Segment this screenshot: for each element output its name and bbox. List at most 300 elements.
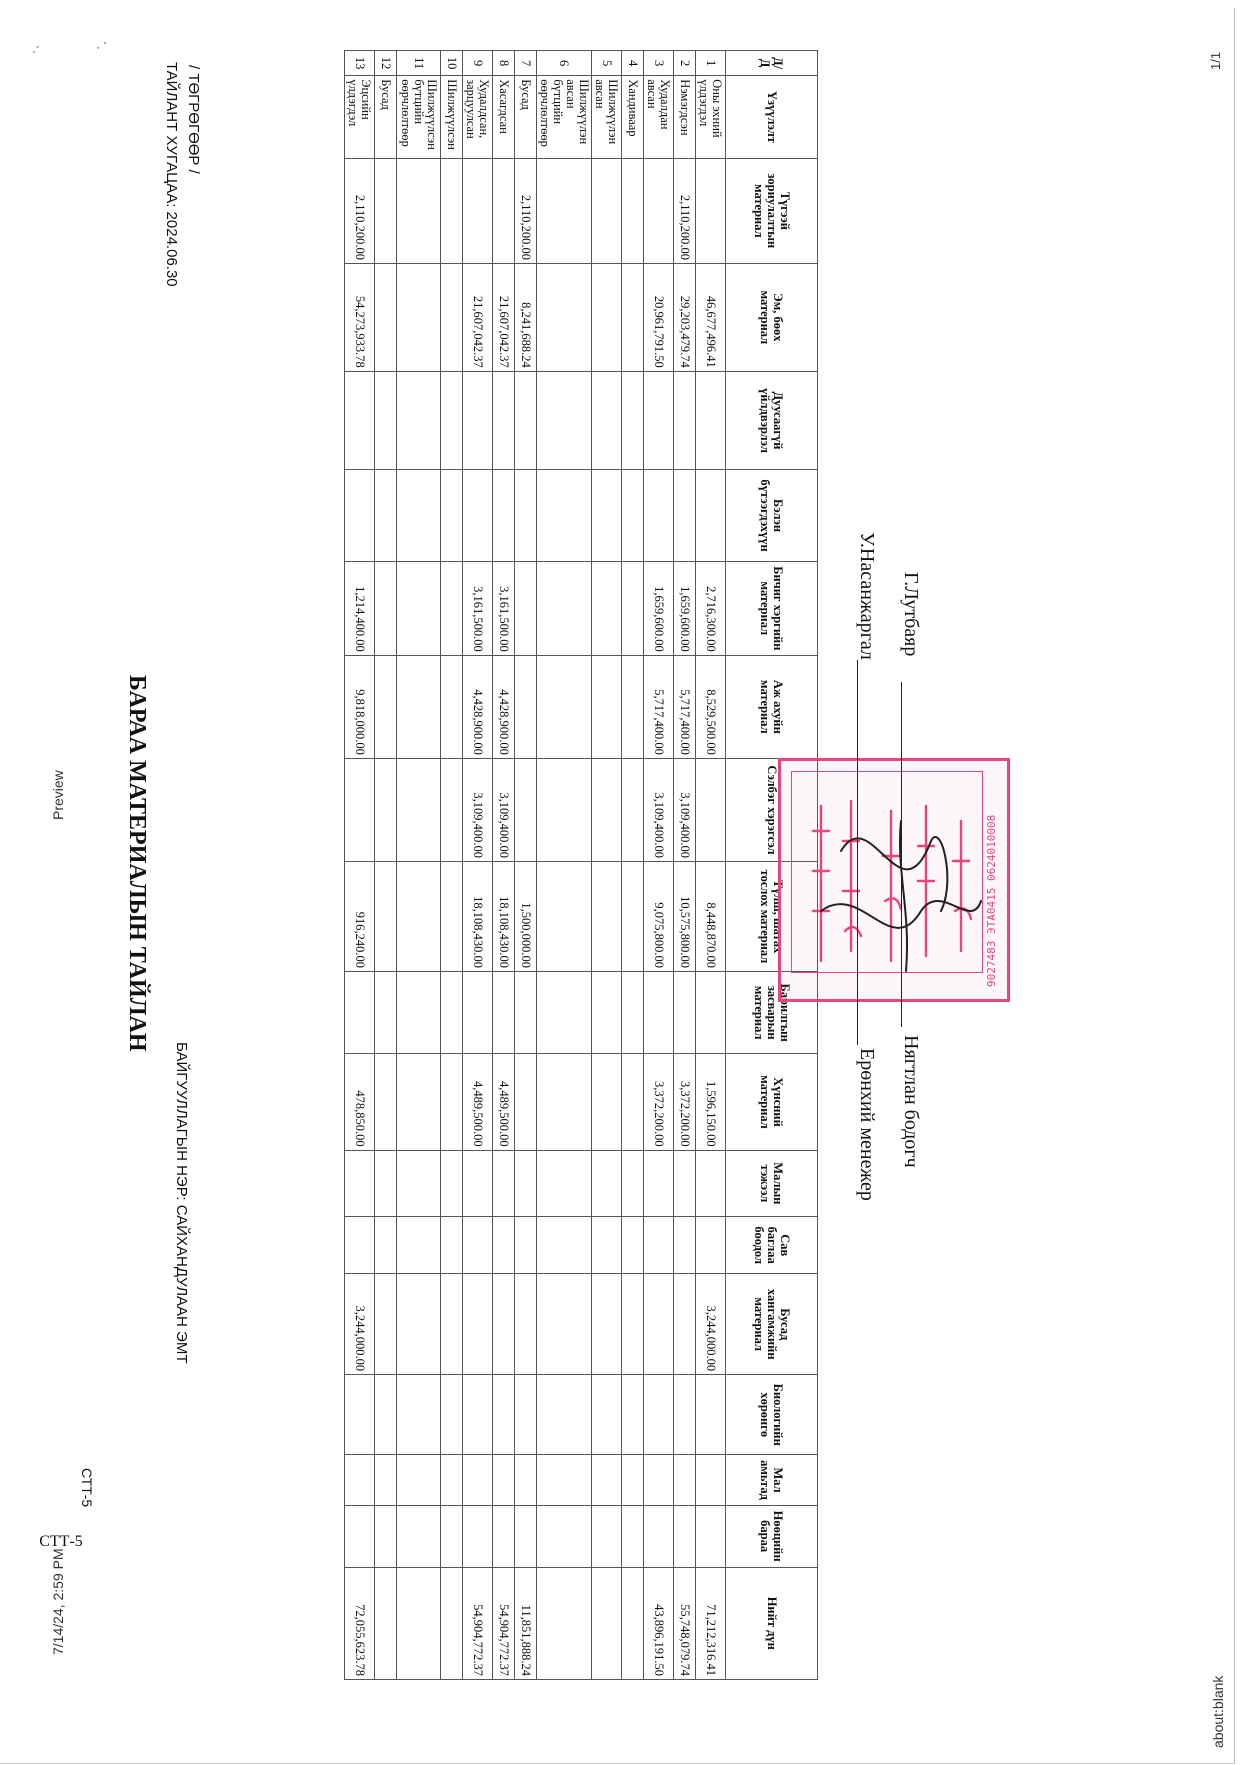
- table-cell: 8,529,500.00: [696, 655, 726, 758]
- table-cell: [696, 758, 726, 861]
- table-cell: [375, 861, 397, 971]
- table-cell: [696, 1455, 726, 1505]
- table-cell: [493, 371, 515, 470]
- col-header: Түлш, шатах тослох материал: [726, 861, 818, 971]
- row-label: Оны эхний үлдэгдэл: [696, 76, 726, 158]
- table-cell: 3,161,500.00: [463, 561, 493, 655]
- table-cell: [441, 158, 463, 263]
- table-cell: [592, 264, 622, 372]
- table-cell: [622, 1505, 644, 1567]
- table-cell: [515, 1274, 537, 1375]
- table-cell: [592, 1567, 622, 1679]
- table-cell: [375, 470, 397, 562]
- materials-table: [344, 50, 818, 1680]
- col-header: Мал амьтад: [726, 1455, 818, 1505]
- table-cell: 478,850.00: [345, 1054, 375, 1150]
- table-cell: [441, 1375, 463, 1455]
- row-number: 8: [493, 51, 515, 76]
- table-cell: [537, 1274, 592, 1375]
- table-cell: [375, 655, 397, 758]
- report-period: ТАЙЛАНТ ХУГАЦАА: 2024.06.30: [163, 62, 180, 287]
- table-cell: [644, 158, 674, 263]
- table-cell: [592, 655, 622, 758]
- col-header: Түгээй зориулалтын материал: [726, 158, 818, 263]
- table-cell: 18,108,430.00: [463, 861, 493, 971]
- col-header: Барилгын засварын материал: [726, 971, 818, 1053]
- organization-name: БАЙГУУЛЛАГЫН НЭР: САЙХАНДУЛААН ЭМТ: [173, 1042, 190, 1364]
- table-row: [375, 51, 397, 1680]
- table-row: [592, 51, 622, 1680]
- table-cell: 5,717,400.00: [644, 655, 674, 758]
- table-cell: [397, 971, 441, 1053]
- table-cell: 10,575,800.00: [674, 861, 696, 971]
- row-number: 7: [515, 51, 537, 76]
- accountant-label: Нягтлан бодогч: [900, 1035, 922, 1168]
- table-row: [345, 51, 375, 1680]
- table-cell: 55,748,079.74: [674, 1567, 696, 1679]
- table-cell: [515, 758, 537, 861]
- table-cell: [644, 1274, 674, 1375]
- row-number: 12: [375, 51, 397, 76]
- table-cell: [397, 861, 441, 971]
- table-cell: [441, 561, 463, 655]
- table-cell: 46,677,496.41: [696, 264, 726, 372]
- table-cell: 54,904,772.37: [493, 1567, 515, 1679]
- table-cell: [622, 158, 644, 263]
- print-url: about:blank: [1210, 1675, 1226, 1748]
- table-cell: [674, 371, 696, 470]
- table-cell: [397, 655, 441, 758]
- table-cell: [537, 371, 592, 470]
- col-header: Бичиг хэргийн материал: [726, 561, 818, 655]
- report-title: БАРАА МАТЕРИАЛЫН ТАЙЛАН: [124, 675, 150, 1052]
- table-cell: [537, 1455, 592, 1505]
- table-cell: [644, 1375, 674, 1455]
- table-cell: 21,607,042.37: [463, 264, 493, 372]
- table-cell: [345, 1505, 375, 1567]
- table-cell: 9,075,800.00: [644, 861, 674, 971]
- table-cell: [592, 1274, 622, 1375]
- mongolian-script-seal: [781, 761, 1007, 999]
- table-cell: [622, 1567, 644, 1679]
- table-cell: [397, 371, 441, 470]
- form-code: СТТ-5: [39, 1532, 83, 1550]
- table-cell: [515, 1455, 537, 1505]
- table-cell: [537, 264, 592, 372]
- table-cell: [441, 1054, 463, 1150]
- table-cell: [515, 1150, 537, 1216]
- table-cell: [515, 1505, 537, 1567]
- table-cell: [674, 1150, 696, 1216]
- table-cell: [622, 371, 644, 470]
- table-cell: [375, 1567, 397, 1679]
- table-cell: [375, 971, 397, 1053]
- table-cell: [375, 1274, 397, 1375]
- table-cell: [622, 1217, 644, 1274]
- table-cell: [375, 1375, 397, 1455]
- table-cell: [441, 1217, 463, 1274]
- table-cell: 9,818,000.00: [345, 655, 375, 758]
- table-cell: [622, 1274, 644, 1375]
- table-cell: 1,659,600.00: [674, 561, 696, 655]
- col-header: Аж ахуйн материал: [726, 655, 818, 758]
- table-cell: [622, 655, 644, 758]
- row-label: Шилжүүлэн авсан: [592, 76, 622, 158]
- table-cell: [622, 1150, 644, 1216]
- table-cell: [644, 1150, 674, 1216]
- table-cell: [592, 1455, 622, 1505]
- col-header: Малын тэжээл: [726, 1150, 818, 1216]
- table-cell: [644, 971, 674, 1053]
- table-cell: [515, 655, 537, 758]
- table-cell: 916,240.00: [345, 861, 375, 971]
- manager-signature-line: [857, 660, 858, 1045]
- table-row: [537, 51, 592, 1680]
- table-cell: 3,109,400.00: [493, 758, 515, 861]
- table-cell: [493, 1455, 515, 1505]
- table-cell: [622, 561, 644, 655]
- table-cell: [622, 264, 644, 372]
- table-cell: [537, 971, 592, 1053]
- table-row: [441, 51, 463, 1680]
- table-cell: [375, 1455, 397, 1505]
- table-cell: [674, 1505, 696, 1567]
- table-cell: [622, 861, 644, 971]
- col-header: Эм, бөөх материал: [726, 264, 818, 372]
- table-cell: [537, 1150, 592, 1216]
- col-header: Үзүүлэлт: [726, 76, 818, 158]
- table-cell: 3,372,200.00: [644, 1054, 674, 1150]
- row-number: 2: [674, 51, 696, 76]
- table-row: [515, 51, 537, 1680]
- table-cell: 3,109,400.00: [674, 758, 696, 861]
- table-cell: [441, 1274, 463, 1375]
- table-cell: 3,109,400.00: [644, 758, 674, 861]
- table-cell: 4,489,500.00: [463, 1054, 493, 1150]
- table-cell: [345, 1375, 375, 1455]
- scan-mark: ·´: [32, 44, 40, 58]
- table-cell: [441, 1567, 463, 1679]
- row-label: Шилжүүлэн авсан бүтцийн өөрчлөлтөөр: [537, 76, 592, 158]
- table-cell: [463, 1217, 493, 1274]
- table-row: [674, 51, 696, 1680]
- table-cell: [345, 1150, 375, 1216]
- row-label: Шилжүүлсэн: [441, 76, 463, 158]
- table-cell: [375, 1150, 397, 1216]
- table-cell: 72,055,623.78: [345, 1567, 375, 1679]
- table-cell: [397, 470, 441, 562]
- table-cell: 11,851,888.24: [515, 1567, 537, 1679]
- table-cell: [537, 1054, 592, 1150]
- table-cell: [441, 371, 463, 470]
- table-cell: 3,244,000.00: [345, 1274, 375, 1375]
- row-label: Шилжүүлсэн бүтцийн өөрчлөлтөөр: [397, 76, 441, 158]
- table-cell: [592, 470, 622, 562]
- table-cell: [696, 1217, 726, 1274]
- col-header: Хүнсний материал: [726, 1054, 818, 1150]
- table-row: [493, 51, 515, 1680]
- table-cell: [696, 371, 726, 470]
- table-cell: 2,110,200.00: [674, 158, 696, 263]
- table-cell: [592, 971, 622, 1053]
- table-cell: [592, 758, 622, 861]
- table-cell: [345, 758, 375, 861]
- row-label: Нэмэгдсэн: [674, 76, 696, 158]
- table-cell: [537, 655, 592, 758]
- table-cell: [515, 561, 537, 655]
- row-number: 11: [397, 51, 441, 76]
- table-cell: [537, 861, 592, 971]
- table-cell: 4,489,500.00: [493, 1054, 515, 1150]
- table-cell: 1,500,000.00: [515, 861, 537, 971]
- table-cell: [397, 561, 441, 655]
- table-cell: 54,904,772.37: [463, 1567, 493, 1679]
- table-cell: [493, 1375, 515, 1455]
- table-cell: [622, 1054, 644, 1150]
- table-cell: [592, 1150, 622, 1216]
- table-cell: [622, 1455, 644, 1505]
- table-cell: [644, 1505, 674, 1567]
- table-cell: [463, 371, 493, 470]
- table-cell: [515, 971, 537, 1053]
- table-cell: [397, 1150, 441, 1216]
- table-cell: [463, 1150, 493, 1216]
- table-cell: 29,203,479.74: [674, 264, 696, 372]
- row-label: Бусад: [375, 76, 397, 158]
- table-cell: [537, 158, 592, 263]
- table-cell: 1,214,400.00: [345, 561, 375, 655]
- table-cell: 2,110,200.00: [345, 158, 375, 263]
- accountant-signature-line: [901, 682, 902, 1027]
- table-cell: [375, 371, 397, 470]
- table-cell: [345, 971, 375, 1053]
- table-cell: [674, 1274, 696, 1375]
- table-cell: [397, 1054, 441, 1150]
- table-cell: 2,110,200.00: [515, 158, 537, 263]
- row-label: Эцсийн үлдэгдэл: [345, 76, 375, 158]
- table-cell: [441, 1505, 463, 1567]
- table-cell: 3,372,200.00: [674, 1054, 696, 1150]
- table-cell: [397, 1375, 441, 1455]
- table-cell: [622, 470, 644, 562]
- table-cell: 3,161,500.00: [493, 561, 515, 655]
- table-cell: 4,428,900.00: [463, 655, 493, 758]
- table-cell: [537, 1375, 592, 1455]
- table-cell: [515, 1375, 537, 1455]
- col-header: Д/Д: [726, 51, 818, 76]
- table-cell: [375, 158, 397, 263]
- table-cell: [592, 158, 622, 263]
- row-number: 5: [592, 51, 622, 76]
- row-number: 6: [537, 51, 592, 76]
- table-cell: 21,607,042.37: [493, 264, 515, 372]
- col-header: Нийт дүн: [726, 1567, 818, 1679]
- print-page-counter: 1/1: [1208, 51, 1223, 70]
- table-cell: [463, 158, 493, 263]
- table-cell: 8,241,688.24: [515, 264, 537, 372]
- table-cell: [375, 758, 397, 861]
- table-cell: [622, 758, 644, 861]
- table-cell: [592, 1505, 622, 1567]
- table-cell: [696, 1150, 726, 1216]
- table-cell: [441, 861, 463, 971]
- col-header: Дуусаагүй үйлдвэрлэл: [726, 371, 818, 470]
- form-code-label: СТТ-5: [79, 1468, 95, 1508]
- table-cell: 1,659,600.00: [644, 561, 674, 655]
- table-cell: [592, 861, 622, 971]
- table-cell: [375, 1054, 397, 1150]
- table-cell: [696, 971, 726, 1053]
- table-cell: [375, 1505, 397, 1567]
- table-cell: [397, 758, 441, 861]
- row-number: 9: [463, 51, 493, 76]
- table-cell: 4,428,900.00: [493, 655, 515, 758]
- table-cell: [674, 470, 696, 562]
- table-cell: [441, 1455, 463, 1505]
- table-cell: [592, 1375, 622, 1455]
- col-header: Бусад хангамжийн материал: [726, 1274, 818, 1375]
- table-cell: [515, 1217, 537, 1274]
- table-cell: [493, 470, 515, 562]
- row-number: 4: [622, 51, 644, 76]
- table-cell: [493, 1505, 515, 1567]
- table-cell: [345, 1217, 375, 1274]
- table-cell: [537, 758, 592, 861]
- table-cell: [537, 1567, 592, 1679]
- table-cell: [674, 1375, 696, 1455]
- table-cell: [441, 655, 463, 758]
- col-header: Сав баглаа боодол: [726, 1217, 818, 1274]
- table-cell: [622, 1375, 644, 1455]
- table-cell: [515, 371, 537, 470]
- table-cell: [375, 264, 397, 372]
- accountant-name: Г.Лутбаяр: [900, 572, 922, 657]
- table-cell: [441, 971, 463, 1053]
- table-cell: [537, 561, 592, 655]
- table-row: [622, 51, 644, 1680]
- table-cell: [644, 371, 674, 470]
- row-label: Худалдсан, зарцуулсан: [463, 76, 493, 158]
- scan-mark: · ´: [96, 40, 108, 54]
- table-cell: 18,108,430.00: [493, 861, 515, 971]
- table-cell: 43,896,191.50: [644, 1567, 674, 1679]
- table-cell: [537, 470, 592, 562]
- row-label: Худалдан авсан: [644, 76, 674, 158]
- row-number: 3: [644, 51, 674, 76]
- table-cell: 2,716,300.00: [696, 561, 726, 655]
- table-cell: 5,717,400.00: [674, 655, 696, 758]
- table-cell: [463, 1505, 493, 1567]
- print-app-name: Preview: [50, 770, 66, 820]
- table-cell: [696, 158, 726, 263]
- table-cell: [592, 1054, 622, 1150]
- table-cell: 71,212,316.41: [696, 1567, 726, 1679]
- col-header: Биологийн хөрөнгө: [726, 1375, 818, 1455]
- table-cell: 3,109,400.00: [463, 758, 493, 861]
- table-cell: [345, 1455, 375, 1505]
- table-cell: [493, 158, 515, 263]
- table-cell: [592, 561, 622, 655]
- table-cell: [493, 1217, 515, 1274]
- table-cell: [397, 158, 441, 263]
- table-cell: [345, 470, 375, 562]
- table-cell: [493, 971, 515, 1053]
- table-cell: [515, 1054, 537, 1150]
- table-cell: 3,244,000.00: [696, 1274, 726, 1375]
- table-cell: [463, 470, 493, 562]
- table-cell: [674, 1217, 696, 1274]
- table-cell: [644, 1217, 674, 1274]
- row-number: 1: [696, 51, 726, 76]
- table-cell: [674, 1455, 696, 1505]
- report-unit: / ТӨГРӨГӨӨР /: [185, 65, 202, 174]
- table-cell: [622, 971, 644, 1053]
- table-cell: [515, 470, 537, 562]
- table-cell: [397, 1505, 441, 1567]
- table-cell: 20,961,791.50: [644, 264, 674, 372]
- table-cell: [674, 971, 696, 1053]
- table-cell: [441, 1150, 463, 1216]
- table-row: [397, 51, 441, 1680]
- table-cell: [441, 264, 463, 372]
- official-stamp: [778, 758, 1010, 1002]
- table-cell: [696, 1375, 726, 1455]
- table-cell: [397, 1455, 441, 1505]
- table-cell: [644, 1455, 674, 1505]
- row-label: Хандиваар: [622, 76, 644, 158]
- table-cell: [463, 971, 493, 1053]
- table-cell: [537, 1505, 592, 1567]
- table-cell: [441, 758, 463, 861]
- col-header: Сэлбэг хэрэгсэл: [726, 758, 818, 861]
- table-row: [696, 51, 726, 1680]
- table-cell: [592, 1217, 622, 1274]
- row-label: Хасагдсан: [493, 76, 515, 158]
- table-cell: [463, 1455, 493, 1505]
- table-cell: [397, 264, 441, 372]
- table-cell: [537, 1217, 592, 1274]
- table-cell: [397, 1274, 441, 1375]
- table-cell: [463, 1274, 493, 1375]
- table-row: [644, 51, 674, 1680]
- manager-name: У.Насанжаргал: [856, 532, 878, 660]
- stamp-number: 9027483 ЭТА0415 0624010008: [985, 814, 998, 987]
- table-cell: [375, 1217, 397, 1274]
- table-cell: [493, 1150, 515, 1216]
- table-cell: [441, 470, 463, 562]
- table-cell: [592, 371, 622, 470]
- col-header: Бэлэн бүтээгдэхүүн: [726, 470, 818, 562]
- table-row: [463, 51, 493, 1680]
- row-number: 10: [441, 51, 463, 76]
- table-cell: 8,448,870.00: [696, 861, 726, 971]
- table-cell: [345, 371, 375, 470]
- table-cell: [696, 1505, 726, 1567]
- table-cell: [644, 470, 674, 562]
- table-cell: [463, 1375, 493, 1455]
- table-cell: [493, 1274, 515, 1375]
- col-header: Нөөцийн бараа: [726, 1505, 818, 1567]
- table-cell: [696, 470, 726, 562]
- table-cell: 54,273,933.78: [345, 264, 375, 372]
- table-cell: [397, 1217, 441, 1274]
- row-label: Бусад: [515, 76, 537, 158]
- manager-label: Ерөнхий менежер: [856, 1048, 878, 1201]
- print-datetime: 7/14/24, 2:59 PM: [50, 1548, 66, 1655]
- table-cell: 1,596,150.00: [696, 1054, 726, 1150]
- row-number: 13: [345, 51, 375, 76]
- table-cell: [375, 561, 397, 655]
